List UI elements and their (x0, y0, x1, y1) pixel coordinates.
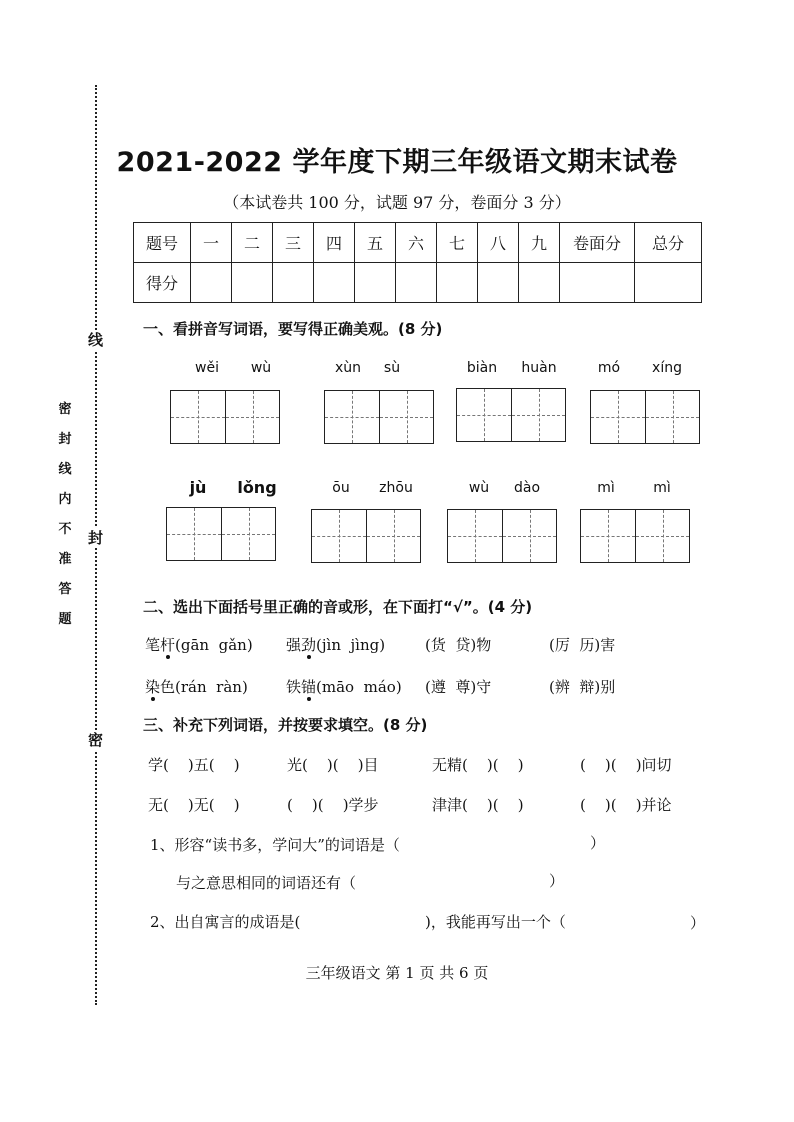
writing-grid[interactable] (456, 388, 566, 442)
idiom-blank[interactable]: 无精( )( ) (432, 756, 524, 774)
score-row-label: 得分 (134, 263, 191, 303)
section3-title: 三、补充下列词语，并按要求填空。(8 分) (143, 716, 428, 734)
score-input-cell[interactable] (478, 263, 519, 303)
choice-options: (māo máo) (316, 678, 402, 696)
idiom-blank[interactable]: 光( )( )目 (287, 756, 379, 774)
writing-cell[interactable] (312, 510, 366, 562)
exam-title: 2021-2022 学年度下期三年级语文期末试卷 (116, 147, 678, 178)
binding-word-xian: 线 (88, 331, 104, 349)
section1-title: 一、看拼音写词语，要写得正确美观。(8 分) (143, 320, 443, 338)
choice-item-bigan[interactable] (145, 634, 253, 655)
score-input-cell[interactable] (232, 263, 273, 303)
choice-char-dotted: 锚 (301, 678, 317, 696)
writing-cell[interactable] (167, 508, 221, 560)
idiom-blank[interactable]: 无( )无( ) (148, 796, 240, 814)
pinyin-label: mó (597, 360, 621, 376)
pinyin-label: mì (653, 480, 671, 496)
score-header-cell: 二 (232, 223, 273, 263)
binding-word-mi: 密 (88, 731, 104, 749)
score-header-cell: 题号 (134, 223, 191, 263)
writing-cell[interactable] (511, 389, 565, 441)
choice-item-ranse[interactable] (145, 676, 248, 697)
writing-cell[interactable] (366, 510, 420, 562)
score-input-cell[interactable] (355, 263, 396, 303)
writing-cell[interactable] (645, 391, 699, 443)
score-header-cell: 四 (314, 223, 355, 263)
choice-options: 色(rán ràn) (160, 678, 248, 696)
choice-item-tiemao[interactable] (286, 676, 402, 697)
pinyin-label: zhōu (379, 480, 413, 496)
score-table (133, 222, 702, 303)
idiom-blank[interactable]: 津津( )( ) (432, 796, 524, 814)
choice-item-qiangjin[interactable] (286, 634, 385, 655)
writing-grid[interactable] (170, 390, 280, 444)
idiom-blank[interactable]: ( )( )并论 (580, 796, 672, 814)
score-header-cell: 六 (396, 223, 437, 263)
score-input-cell[interactable] (635, 263, 702, 303)
writing-cell[interactable] (171, 391, 225, 443)
choice-char: 强 (286, 636, 302, 654)
pinyin-label: mì (597, 480, 615, 496)
score-header-cell: 总分 (635, 223, 702, 263)
idiom-blank[interactable]: ( )( )问切 (580, 756, 672, 774)
question-1-answer-end[interactable]: ） (590, 834, 606, 852)
question-1b-text: 与之意思相同的词语还有（ (176, 874, 357, 892)
writing-cell[interactable] (325, 391, 379, 443)
binding-word-feng: 封 (88, 529, 104, 547)
score-header-cell: 一 (191, 223, 232, 263)
page-footer: 三年级语文 第 1 页 共 6 页 (305, 964, 489, 982)
pinyin-label: lǒng (237, 478, 277, 497)
score-input-cell[interactable] (437, 263, 478, 303)
writing-cell[interactable] (581, 510, 635, 562)
pinyin-label: wù (468, 480, 490, 496)
score-header-cell: 八 (478, 223, 519, 263)
writing-cell[interactable] (591, 391, 645, 443)
choice-char-dotted: 杆 (160, 636, 176, 654)
choice-char-dotted: 染 (145, 678, 161, 696)
score-input-cell[interactable] (314, 263, 355, 303)
score-header-cell: 七 (437, 223, 478, 263)
choice-char: 铁 (286, 678, 302, 696)
score-input-cell[interactable] (560, 263, 635, 303)
choice-options: (gān gǎn) (175, 636, 253, 654)
binding-warning-text: 密封线内不准答题 (58, 402, 72, 627)
question-2-mid[interactable]: )，我能再写出一个（ (425, 913, 566, 931)
writing-cell[interactable] (635, 510, 689, 562)
idiom-blank[interactable]: 学( )五( ) (148, 756, 240, 774)
pinyin-label: huàn (521, 360, 557, 376)
score-input-cell[interactable] (273, 263, 314, 303)
score-header-cell: 卷面分 (560, 223, 635, 263)
choice-char: 笔 (145, 636, 161, 654)
score-input-cell[interactable] (396, 263, 437, 303)
choice-item-huowu[interactable]: (货 贷)物 (425, 636, 492, 654)
pinyin-label: xùn (334, 360, 362, 376)
writing-cell[interactable] (502, 510, 556, 562)
question-1-text: 1、形容“读书多，学问大”的词语是（ (150, 836, 400, 854)
writing-grid[interactable] (311, 509, 421, 563)
writing-grid[interactable] (447, 509, 557, 563)
pinyin-label: jù (189, 478, 207, 497)
exam-subtitle: （本试卷共 100 分，试题 97 分，卷面分 3 分） (223, 193, 571, 212)
writing-grid[interactable] (166, 507, 276, 561)
choice-item-bianbie[interactable]: (辨 辩)别 (549, 678, 616, 696)
writing-grid[interactable] (590, 390, 700, 444)
pinyin-label: dào (513, 480, 541, 496)
score-input-cell[interactable] (191, 263, 232, 303)
writing-cell[interactable] (225, 391, 279, 443)
question-2-answer-end[interactable]: ） (690, 914, 706, 932)
choice-char-dotted: 劲 (301, 636, 317, 654)
choice-options: (jìn jìng) (316, 636, 386, 654)
pinyin-label: ōu (332, 480, 350, 496)
writing-cell[interactable] (221, 508, 275, 560)
writing-grid[interactable] (324, 390, 434, 444)
choice-item-lihai[interactable]: (厉 历)害 (549, 636, 616, 654)
score-table-score-row (134, 263, 702, 303)
pinyin-label: wěi (195, 360, 219, 376)
idiom-blank[interactable]: ( )( )学步 (287, 796, 379, 814)
section2-title: 二、选出下面括号里正确的音或形，在下面打“√”。(4 分) (143, 598, 533, 616)
writing-cell[interactable] (457, 389, 511, 441)
question-1b-answer-end[interactable]: ） (549, 872, 565, 890)
writing-grid[interactable] (580, 509, 690, 563)
score-input-cell[interactable] (519, 263, 560, 303)
writing-cell[interactable] (448, 510, 502, 562)
score-header-cell: 三 (273, 223, 314, 263)
score-header-cell: 九 (519, 223, 560, 263)
pinyin-label: wù (250, 360, 272, 376)
pinyin-label: biàn (466, 360, 498, 376)
question-2-text: 2、出自寓言的成语是( (150, 913, 301, 931)
score-table-header-row (134, 223, 702, 263)
pinyin-label: xíng (652, 360, 682, 376)
score-header-cell: 五 (355, 223, 396, 263)
choice-item-zunshou[interactable]: (遵 尊)守 (425, 678, 492, 696)
pinyin-label: sù (383, 360, 401, 376)
writing-cell[interactable] (379, 391, 433, 443)
